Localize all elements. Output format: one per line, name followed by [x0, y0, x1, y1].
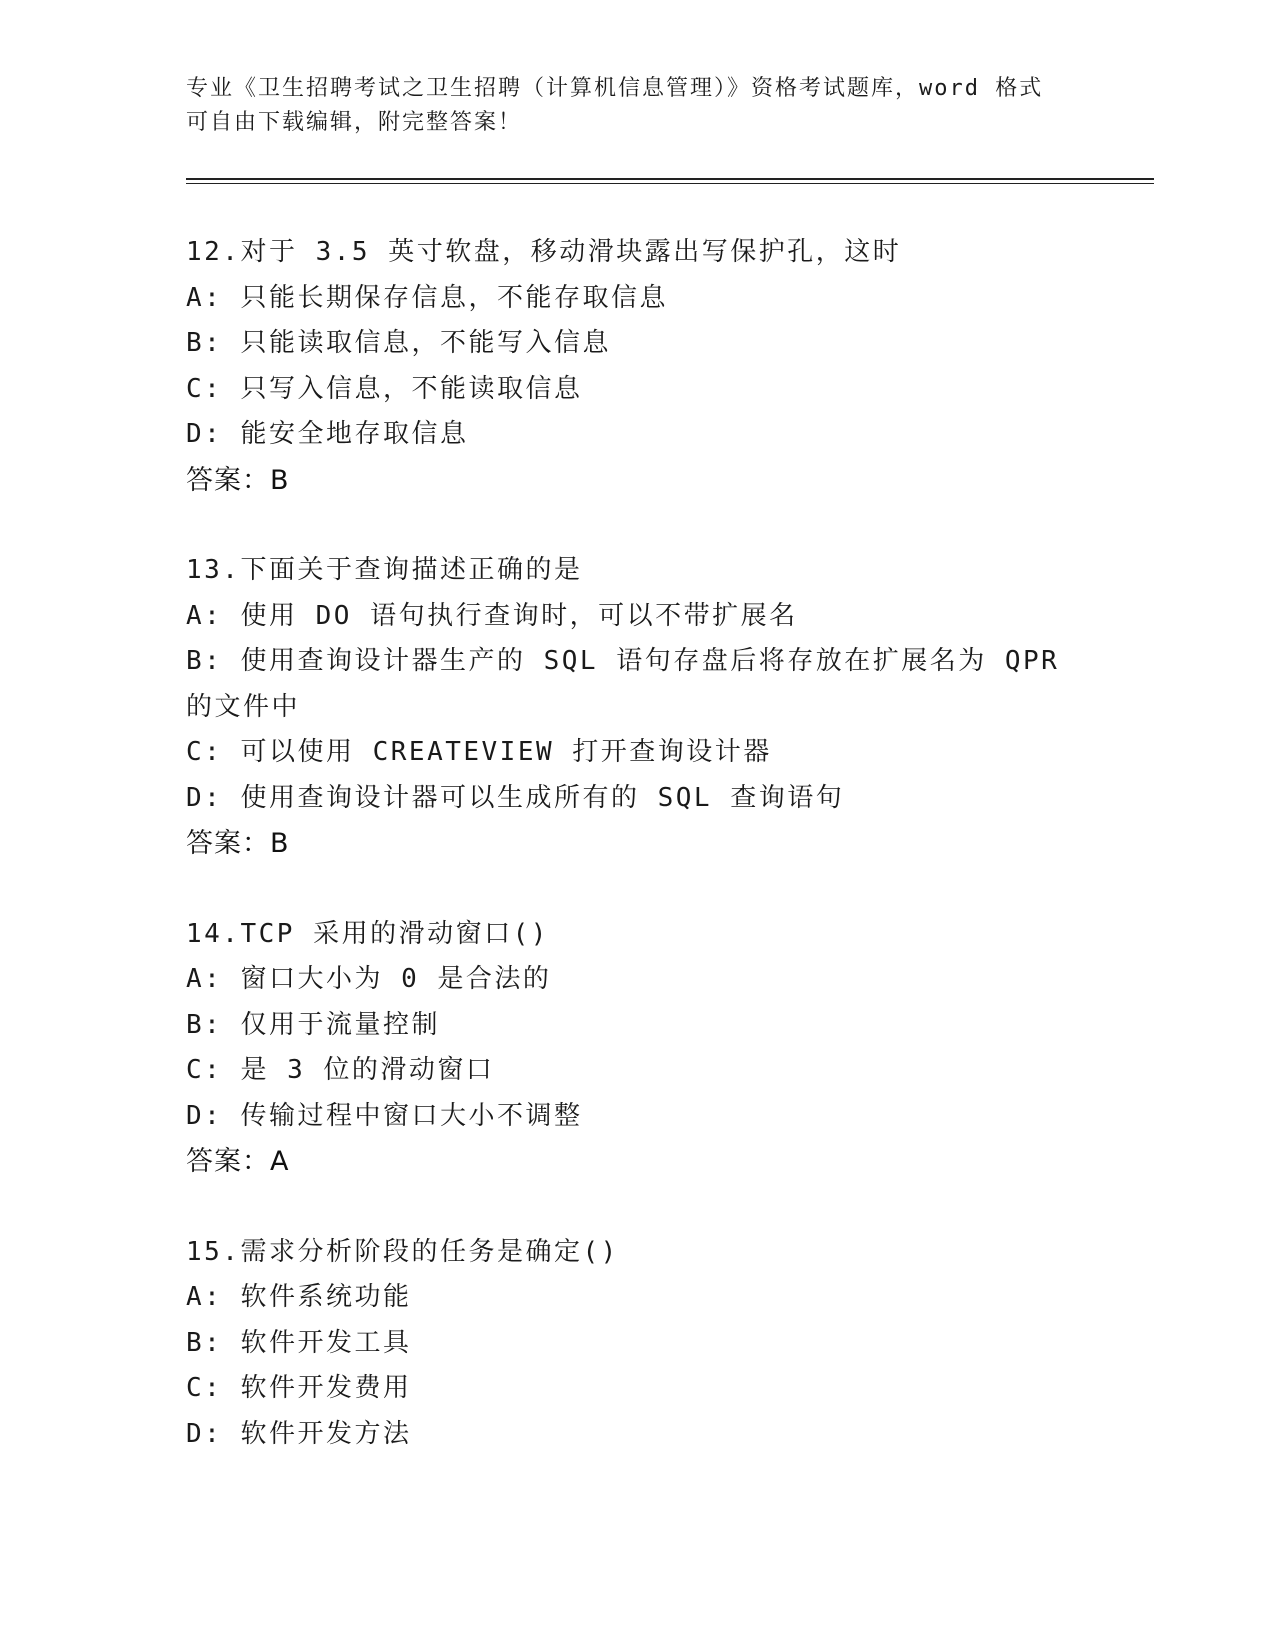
option-c: C: 可以使用 CREATEVIEW 打开查询设计器	[186, 737, 772, 767]
question-13	[186, 548, 1086, 867]
option-b: B: 只能读取信息，不能写入信息	[186, 328, 611, 358]
question-15	[186, 1230, 1086, 1458]
option-d: D: 软件开发方法	[186, 1418, 412, 1449]
header-divider	[186, 178, 1154, 184]
header-line-2: 可自由下载编辑，附完整答案！	[186, 110, 523, 135]
option-b: B: 软件开发工具	[186, 1327, 412, 1358]
question-12	[186, 230, 1086, 503]
question-list	[186, 230, 1086, 1502]
option-b: B: 使用查询设计器生产的 SQL 语句存盘后将存放在扩展名为 QPR 的文件中	[186, 646, 1060, 722]
document-header	[186, 72, 1066, 140]
question-14	[186, 912, 1086, 1185]
option-c: C: 只写入信息，不能读取信息	[186, 373, 583, 404]
option-a: A: 软件系统功能	[186, 1282, 412, 1312]
option-d: D: 使用查询设计器可以生成所有的 SQL 查询语句	[186, 782, 845, 813]
option-a: A: 窗口大小为 0 是合法的	[186, 964, 552, 994]
question-stem: 14.TCP 采用的滑动窗口()	[186, 918, 549, 949]
answer-label: 答案：A	[186, 1146, 290, 1177]
answer-label: 答案：B	[186, 828, 290, 859]
option-d: D: 能安全地存取信息	[186, 419, 469, 449]
option-a: A: 只能长期保存信息，不能存取信息	[186, 282, 668, 313]
option-c: C: 是 3 位的滑动窗口	[186, 1055, 495, 1085]
question-stem: 13.下面关于查询描述正确的是	[186, 555, 583, 585]
question-stem: 15.需求分析阶段的任务是确定()	[186, 1236, 619, 1267]
option-a: A: 使用 DO 语句执行查询时，可以不带扩展名	[186, 600, 798, 631]
option-c: C: 软件开发费用	[186, 1373, 412, 1403]
header-line-1: 专业《卫生招聘考试之卫生招聘（计算机信息管理）》资格考试题库，word 格式	[186, 76, 1044, 101]
answer-label: 答案：B	[186, 464, 290, 496]
question-stem: 12.对于 3.5 英寸软盘，移动滑块露出写保护孔，这时	[186, 237, 902, 267]
option-b: B: 仅用于流量控制	[186, 1009, 440, 1040]
option-d: D: 传输过程中窗口大小不调整	[186, 1100, 583, 1131]
